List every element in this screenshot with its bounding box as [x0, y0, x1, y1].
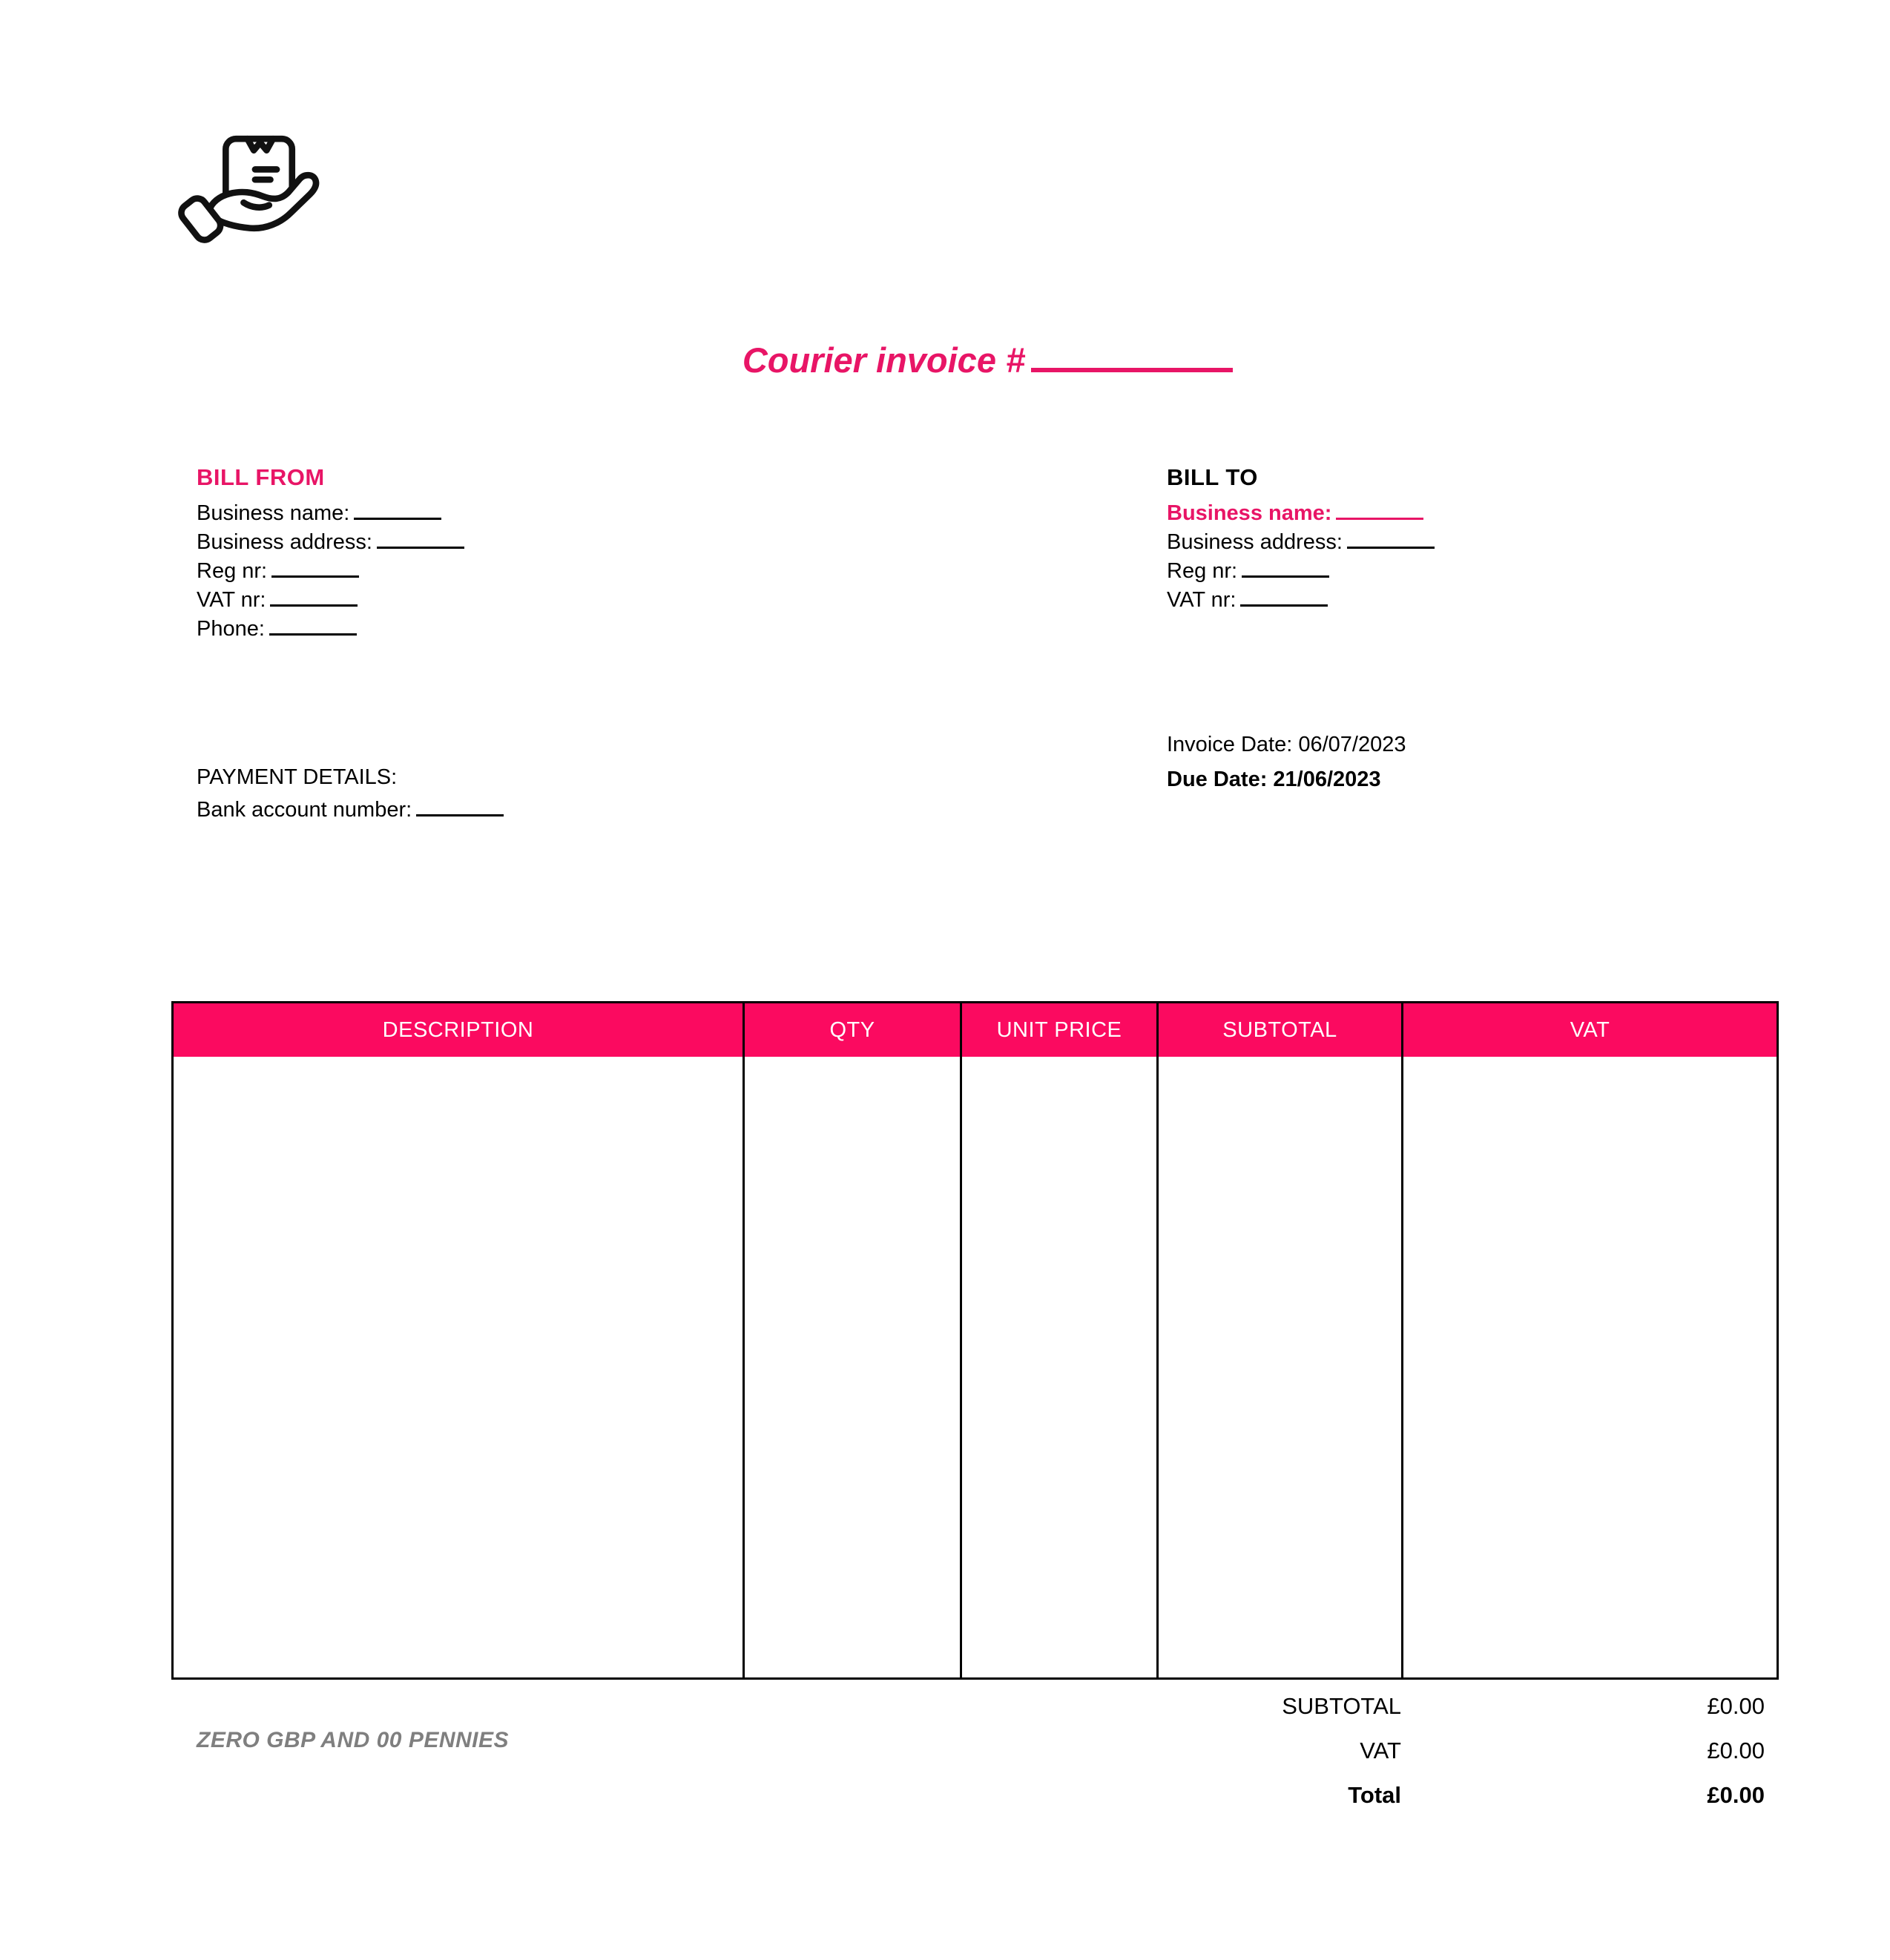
due-date: Due Date: 21/06/2023	[1167, 768, 1381, 791]
blank-line	[1240, 589, 1328, 607]
line-items-table	[171, 1001, 1779, 1680]
cell-unit-price	[962, 1057, 1159, 1677]
payment-details-section	[197, 761, 504, 826]
bill-from-reg-nr: Reg nr:	[197, 557, 464, 586]
bill-to-section	[1167, 464, 1435, 615]
bill-to-reg-nr: Reg nr:	[1167, 557, 1435, 586]
blank-line	[271, 560, 359, 578]
invoice-date: Invoice Date: 06/07/2023	[1167, 733, 1406, 756]
blank-line	[1242, 560, 1329, 578]
totals-total-row	[171, 1782, 1765, 1809]
bill-to-business-name: Business name:	[1167, 499, 1435, 528]
column-header-subtotal: SUBTOTAL	[1159, 1003, 1403, 1057]
page-title	[0, 340, 1890, 380]
page-title-text: Courier invoice #	[742, 340, 1026, 380]
blank-line	[416, 799, 504, 816]
bill-from-phone: Phone:	[197, 615, 464, 644]
cell-subtotal	[1159, 1057, 1403, 1677]
subtotal-label: SUBTOTAL	[1282, 1693, 1401, 1719]
total-value: £0.00	[1707, 1782, 1765, 1808]
payment-details-heading: PAYMENT DETAILS:	[197, 765, 398, 789]
bill-from-business-name: Business name:	[197, 499, 464, 528]
table-body-row	[174, 1057, 1777, 1677]
blank-line	[270, 589, 358, 607]
total-label: Total	[1348, 1782, 1401, 1808]
totals-subtotal-row	[171, 1693, 1765, 1720]
vat-value: £0.00	[1707, 1738, 1765, 1763]
bill-to-vat-nr: VAT nr:	[1167, 586, 1435, 615]
blank-line	[377, 531, 464, 549]
dates-section	[1167, 727, 1406, 797]
invoice-number-blank	[1031, 353, 1233, 372]
amount-in-words: ZERO GBP AND 00 PENNIES	[197, 1728, 510, 1752]
bill-to-heading: BILL TO	[1167, 464, 1258, 490]
bill-from-section	[197, 464, 464, 644]
blank-line	[1336, 502, 1423, 520]
column-header-description: DESCRIPTION	[174, 1003, 745, 1057]
bill-from-vat-nr: VAT nr:	[197, 586, 464, 615]
blank-line	[269, 618, 357, 636]
cell-qty	[745, 1057, 962, 1677]
column-header-qty: QTY	[745, 1003, 962, 1057]
blank-line	[1347, 531, 1435, 549]
blank-line	[354, 502, 441, 520]
bill-from-business-address: Business address:	[197, 528, 464, 557]
cell-vat	[1403, 1057, 1777, 1677]
column-header-unit-price: UNIT PRICE	[962, 1003, 1159, 1057]
bill-to-business-address: Business address:	[1167, 528, 1435, 557]
column-header-vat: VAT	[1570, 1017, 1610, 1042]
subtotal-value: £0.00	[1707, 1693, 1765, 1719]
vat-label: VAT	[1360, 1738, 1401, 1763]
table-header-row	[174, 1003, 1777, 1057]
bank-account-number: Bank account number:	[197, 793, 504, 826]
bill-from-heading: BILL FROM	[197, 464, 325, 490]
hand-holding-package-icon	[173, 126, 327, 254]
cell-description	[174, 1057, 745, 1677]
